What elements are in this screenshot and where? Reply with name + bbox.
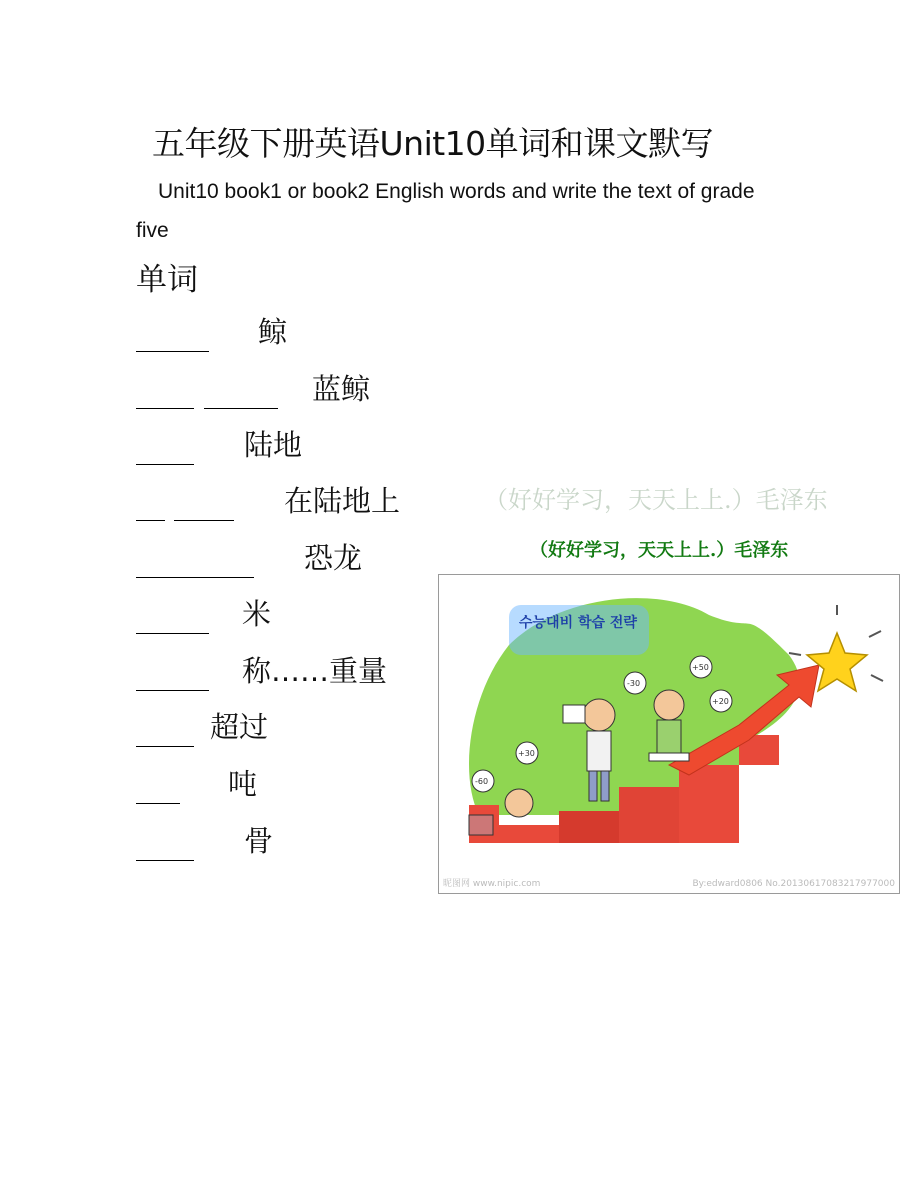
answer-blank[interactable] — [136, 577, 254, 578]
banner-text: 수능대비 학습 전략 — [519, 615, 637, 631]
answer-blank[interactable] — [136, 520, 165, 521]
badge: +30 — [518, 749, 535, 758]
vocab-word: 米 — [242, 597, 272, 631]
answer-blank[interactable] — [136, 408, 194, 409]
vocab-word: 鲸 — [258, 315, 288, 349]
watermark-left: 昵图网 www.nipic.com — [443, 879, 541, 889]
page-title: 五年级下册英语Unit10单词和课文默写 — [152, 124, 714, 163]
cartoon-image — [439, 575, 899, 893]
answer-blank[interactable] — [136, 351, 209, 352]
study-illustration — [438, 574, 900, 894]
answer-blank[interactable] — [204, 408, 278, 409]
vocab-word: 恐龙 — [304, 541, 363, 575]
faded-quote: （好好学习，天天上上.）毛泽东 — [484, 486, 828, 514]
answer-blank[interactable] — [136, 860, 194, 861]
answer-blank[interactable] — [136, 464, 194, 465]
answer-blank[interactable] — [174, 520, 234, 521]
answer-blank[interactable] — [136, 746, 194, 747]
answer-blank[interactable] — [136, 690, 209, 691]
vocab-word: 蓝鲸 — [312, 372, 371, 406]
badge: -30 — [627, 679, 641, 688]
badge: -60 — [475, 777, 489, 786]
answer-blank[interactable] — [136, 803, 180, 804]
badge: +20 — [712, 697, 729, 706]
vocab-word: 称……重量 — [242, 654, 388, 688]
answer-blank[interactable] — [136, 633, 209, 634]
vocab-word: 吨 — [228, 767, 258, 801]
vocab-word: 陆地 — [244, 428, 303, 462]
quote: （好好学习，天天上上.）毛泽东 — [530, 540, 789, 561]
vocab-word: 超过 — [210, 710, 269, 744]
watermark-right: By:edward0806 No.20130617083217977000 — [692, 879, 895, 889]
section-heading: 单词 — [136, 262, 198, 298]
page-subtitle: Unit10 book1 or book2 English words and write the text of grade five — [136, 180, 755, 242]
vocab-word: 骨 — [244, 824, 274, 858]
vocab-word: 在陆地上 — [284, 484, 401, 518]
badge: +50 — [692, 663, 709, 672]
